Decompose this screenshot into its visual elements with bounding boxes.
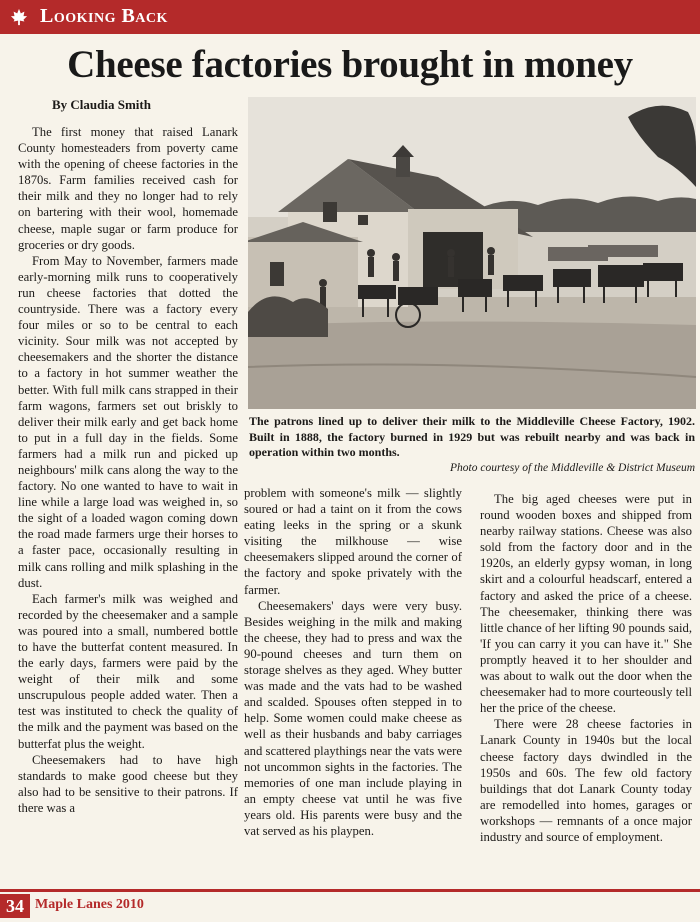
article-column-1 bbox=[18, 124, 238, 884]
article-byline: By Claudia Smith bbox=[52, 97, 151, 112]
section-banner bbox=[0, 0, 700, 34]
paragraph: Cheesemakers' days were very busy. Besides weighing in the milk and making the cheese, they had to press and wax the 90-pound cheeses and turn them on storage shelves as they aged. Whey butter was made and the vats had to be washed and scalded. Spouses often stepped in to help. Some women could make cheese as well as their husbands and baby carriages and scattered playthings near the vats were not uncommon sights in the factories. The memories of one man include playing in an empty cheese vat until he was five years old. His parents were busy and the vat served as his playpen. bbox=[244, 598, 462, 838]
maple-leaf-icon bbox=[10, 8, 28, 26]
publication-name: Maple Lanes 2010 bbox=[35, 897, 144, 912]
photo-caption: The patrons lined up to deliver their milk to the Middleville Cheese Factory, 1902. Built in 1888, the factory burned in 1929 but was rebuilt nearby and was back in operation within two months. bbox=[249, 414, 695, 459]
article-headline: Cheese factories brought in money bbox=[67, 43, 633, 86]
paragraph: The first money that raised Lanark County homesteaders from poverty came with the opening of cheese factories in the 1870s. Farm families received cash for their milk and they no longer had to rely on bartering with their wool, homemade cheese, maple sugar or farm produce for groceries or dry goods. bbox=[18, 125, 238, 252]
historic-photo bbox=[248, 97, 696, 409]
article-column-3 bbox=[480, 491, 692, 886]
cheese-factory-photo bbox=[248, 97, 696, 409]
section-title: Looking Back bbox=[40, 5, 168, 27]
footer-rule bbox=[0, 889, 700, 892]
paragraph: The big aged cheeses were put in round wooden boxes and shipped from nearby railway stations. Cheese was also sold from the factory door and in the 1920s, an elderly gypsy woman, in long skirt and a colourful headscarf, entered a factory and asked the price of a cheese. The cheesemaker, thinking there was little chance of her lifting 90 pounds said, 'If you can carry it you can have it." She promptly heaved it to her shoulder and was about to walk out the door when the cheesemaker had to more courteously tell her the price of the cheese. bbox=[480, 492, 692, 716]
paragraph: There were 28 cheese factories in Lanark County in 1940s but the local cheese factory days dwindled in the 1950s and 60s. The few old factory buildings that dot Lanark County today are remodelled into homes, garages or workshops — remnants of a once major industry and source of employment. bbox=[480, 717, 692, 844]
paragraph: Cheesemakers had to have high standards to make good cheese but they also had to be sensitive to their patrons. If there was a bbox=[18, 752, 238, 815]
paragraph: From May to November, farmers made early-morning milk runs to cooperatively run cheese factories that dotted the countryside. There was a factory every four miles or so to be central to each vicinity. Sour milk was not accepted by cheesemakers and the shorter the distance to a factory in hot summer weather the better. With full milk cans strapped in their farm wagons, farmers set out briskly to deliver their milk early and get back home to put in a full day in the fields. Some farmers had a milk run and picked up neighbours' milk cans along the way to the factory. No one wanted to have to wait in line while a large load was weighed in, so the sight of a loaded wagon coming down the road made farmers urge their horses to a faster pace, occasionally resulting in milk cans rolling and milk splashing in the dust. bbox=[18, 253, 238, 590]
paragraph: Each farmer's milk was weighed and recorded by the cheesemaker and a sample was poured into a small, numbered bottle to have the butterfat content measured. In the early days, farmers were paid by the weight of their milk and some unscrupulous people added water. Then a test was instituted to check the quality of the milk and the payment was based on the butterfat plus the weight. bbox=[18, 591, 238, 751]
paragraph: problem with someone's milk — slightly soured or had a taint on it from the cows eating leeks in the spring or a skunk visiting the milkhouse — wise cheesemakers slipped around the corner of the factory and spoke privately with the farmer. bbox=[244, 486, 462, 597]
page-number: 34 bbox=[0, 894, 30, 918]
article-column-2 bbox=[244, 485, 462, 885]
photo-credit: Photo courtesy of the Middleville & District Museum bbox=[450, 462, 695, 474]
